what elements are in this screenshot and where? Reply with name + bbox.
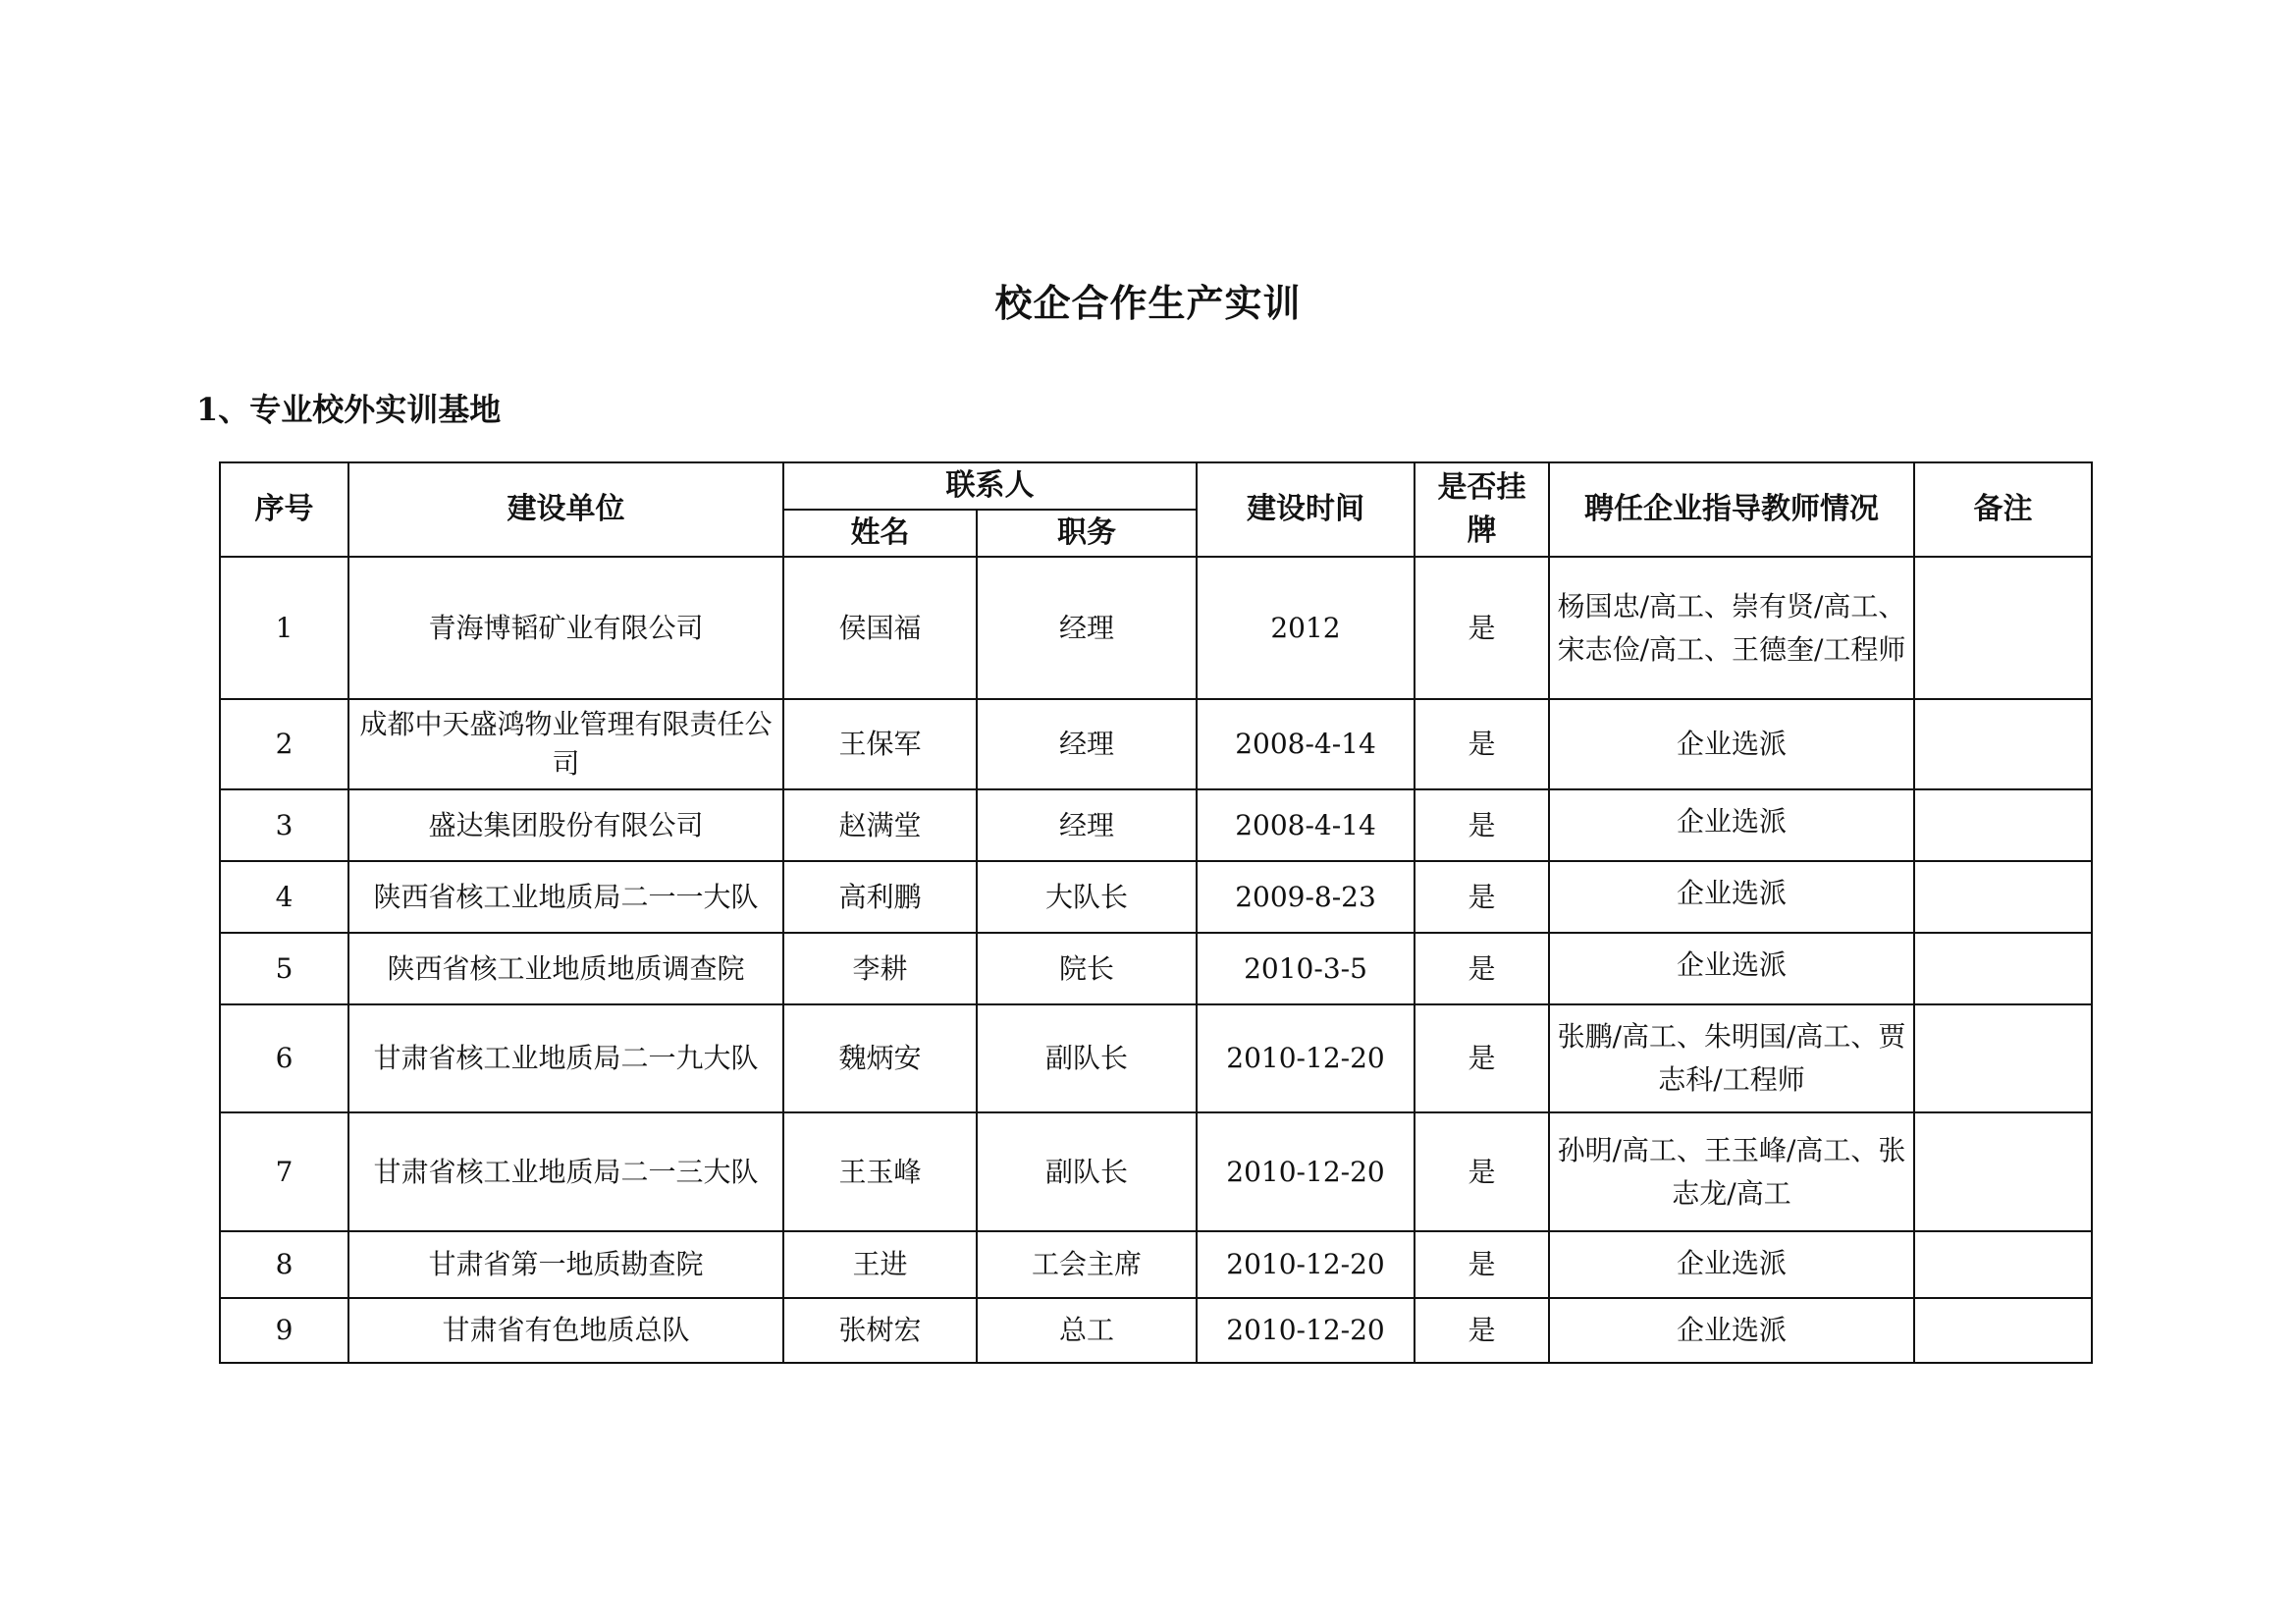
cell-remark — [1914, 1298, 2092, 1363]
cell-unit: 青海博韬矿业有限公司 — [348, 557, 783, 699]
cell-seq: 7 — [220, 1112, 348, 1231]
cell-teachers: 企业选派 — [1549, 1231, 1914, 1298]
cell-plaque: 是 — [1415, 1004, 1549, 1112]
cell-unit: 盛达集团股份有限公司 — [348, 789, 783, 861]
cell-seq: 6 — [220, 1004, 348, 1112]
cell-unit: 甘肃省第一地质勘查院 — [348, 1231, 783, 1298]
table-row — [220, 1231, 2092, 1298]
cell-name: 侯国福 — [783, 557, 977, 699]
cell-teachers: 张鹏/高工、朱明国/高工、贾志科/工程师 — [1549, 1004, 1914, 1112]
cell-teachers: 企业选派 — [1549, 861, 1914, 933]
cell-time: 2010-12-20 — [1197, 1231, 1415, 1298]
cell-plaque: 是 — [1415, 1112, 1549, 1231]
cell-name: 王保军 — [783, 699, 977, 789]
cell-unit: 甘肃省有色地质总队 — [348, 1298, 783, 1363]
cell-plaque: 是 — [1415, 699, 1549, 789]
cell-unit: 陕西省核工业地质地质调查院 — [348, 933, 783, 1004]
cell-position: 经理 — [977, 557, 1197, 699]
cell-remark — [1914, 789, 2092, 861]
cell-seq: 4 — [220, 861, 348, 933]
cell-plaque: 是 — [1415, 1298, 1549, 1363]
header-contact-position: 职务 — [977, 510, 1197, 557]
cell-plaque: 是 — [1415, 933, 1549, 1004]
cell-name: 李耕 — [783, 933, 977, 1004]
cell-seq: 2 — [220, 699, 348, 789]
cell-unit: 甘肃省核工业地质局二一九大队 — [348, 1004, 783, 1112]
header-teachers: 聘任企业指导教师情况 — [1549, 462, 1914, 557]
cell-name: 王进 — [783, 1231, 977, 1298]
cell-teachers: 杨国忠/高工、崇有贤/高工、宋志俭/高工、王德奎/工程师 — [1549, 557, 1914, 699]
cell-unit: 甘肃省核工业地质局二一三大队 — [348, 1112, 783, 1231]
header-unit: 建设单位 — [348, 462, 783, 557]
cell-time: 2008-4-14 — [1197, 699, 1415, 789]
table-row — [220, 1004, 2092, 1112]
cell-name: 赵满堂 — [783, 789, 977, 861]
header-remark: 备注 — [1914, 462, 2092, 557]
cell-seq: 3 — [220, 789, 348, 861]
cell-remark — [1914, 1231, 2092, 1298]
header-time: 建设时间 — [1197, 462, 1415, 557]
header-plaque: 是否挂牌 — [1415, 462, 1549, 557]
cell-remark — [1914, 1004, 2092, 1112]
table-row — [220, 1298, 2092, 1363]
cell-teachers: 企业选派 — [1549, 699, 1914, 789]
cell-plaque: 是 — [1415, 861, 1549, 933]
cell-position: 总工 — [977, 1298, 1197, 1363]
cell-position: 工会主席 — [977, 1231, 1197, 1298]
cell-plaque: 是 — [1415, 557, 1549, 699]
cell-time: 2010-3-5 — [1197, 933, 1415, 1004]
cell-time: 2009-8-23 — [1197, 861, 1415, 933]
training-base-table — [219, 461, 2093, 1364]
cell-plaque: 是 — [1415, 789, 1549, 861]
header-contact-name: 姓名 — [783, 510, 977, 557]
cell-position: 副队长 — [977, 1004, 1197, 1112]
cell-position: 副队长 — [977, 1112, 1197, 1231]
header-seq: 序号 — [220, 462, 348, 557]
cell-remark — [1914, 557, 2092, 699]
cell-teachers: 孙明/高工、王玉峰/高工、张志龙/高工 — [1549, 1112, 1914, 1231]
cell-time: 2008-4-14 — [1197, 789, 1415, 861]
table-row — [220, 861, 2092, 933]
cell-name: 张树宏 — [783, 1298, 977, 1363]
table-row — [220, 789, 2092, 861]
cell-seq: 9 — [220, 1298, 348, 1363]
cell-seq: 5 — [220, 933, 348, 1004]
cell-seq: 8 — [220, 1231, 348, 1298]
cell-time: 2012 — [1197, 557, 1415, 699]
cell-remark — [1914, 933, 2092, 1004]
cell-teachers: 企业选派 — [1549, 1298, 1914, 1363]
cell-time: 2010-12-20 — [1197, 1298, 1415, 1363]
table-row — [220, 1112, 2092, 1231]
cell-time: 2010-12-20 — [1197, 1112, 1415, 1231]
cell-teachers: 企业选派 — [1549, 933, 1914, 1004]
cell-name: 王玉峰 — [783, 1112, 977, 1231]
table-row — [220, 933, 2092, 1004]
table-row — [220, 699, 2092, 789]
cell-remark — [1914, 699, 2092, 789]
cell-position: 经理 — [977, 699, 1197, 789]
cell-remark — [1914, 861, 2092, 933]
table-row — [220, 557, 2092, 699]
cell-position: 大队长 — [977, 861, 1197, 933]
cell-seq: 1 — [220, 557, 348, 699]
section-heading: 1、专业校外实训基地 — [196, 391, 502, 428]
cell-position: 院长 — [977, 933, 1197, 1004]
cell-plaque: 是 — [1415, 1231, 1549, 1298]
cell-remark — [1914, 1112, 2092, 1231]
cell-unit: 陕西省核工业地质局二一一大队 — [348, 861, 783, 933]
cell-position: 经理 — [977, 789, 1197, 861]
page-title: 校企合作生产实训 — [994, 281, 1302, 325]
cell-name: 魏炳安 — [783, 1004, 977, 1112]
cell-unit: 成都中天盛鸿物业管理有限责任公司 — [348, 699, 783, 789]
cell-teachers: 企业选派 — [1549, 789, 1914, 861]
cell-time: 2010-12-20 — [1197, 1004, 1415, 1112]
cell-name: 高利鹏 — [783, 861, 977, 933]
header-contact: 联系人 — [783, 462, 1197, 510]
